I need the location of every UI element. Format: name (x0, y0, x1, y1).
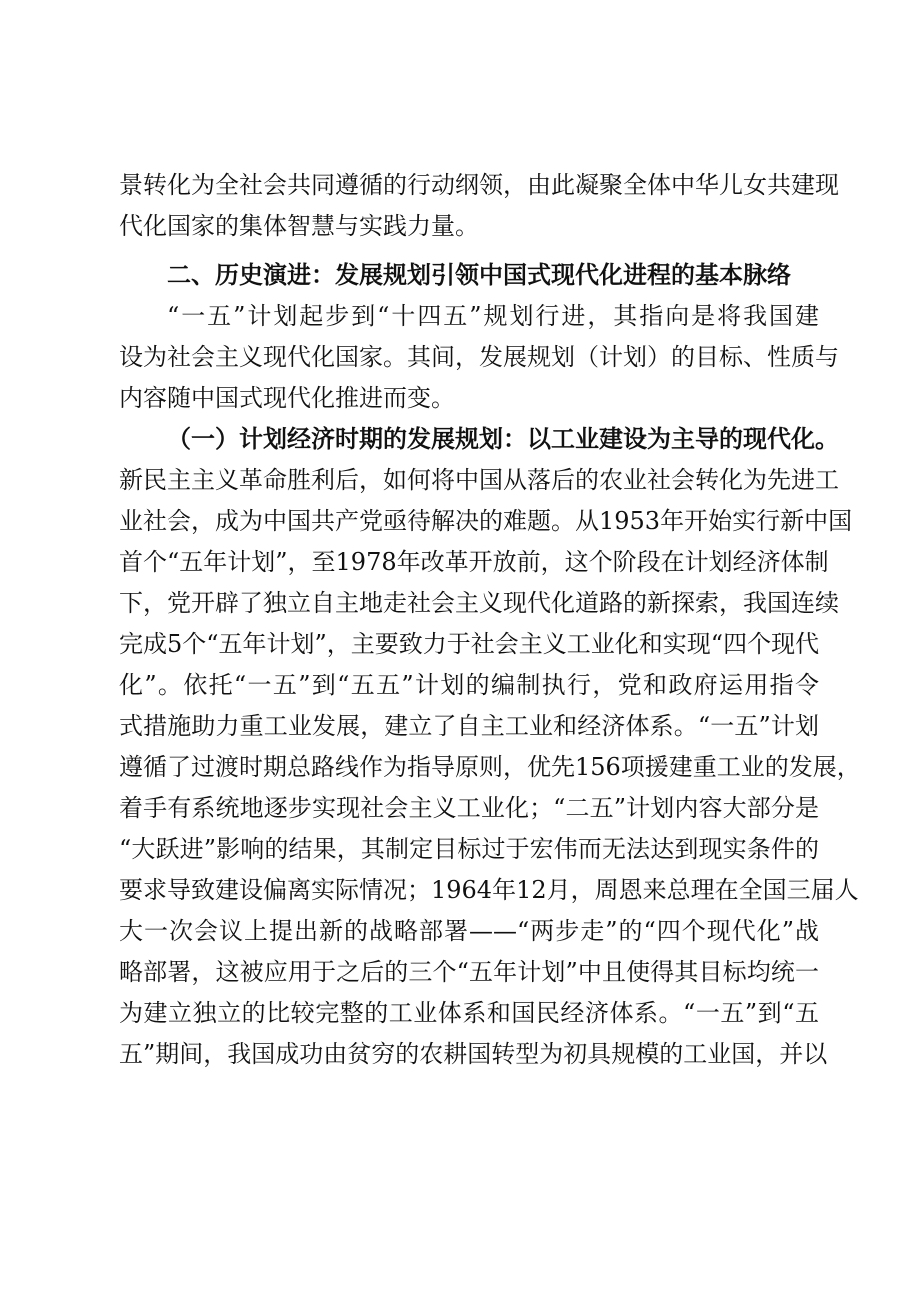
paragraph-line: 式措施助力重工业发展，建立了自主工业和经济体系。“一五”计划 (119, 712, 819, 740)
paragraph-line: 业社会，成为中国共产党亟待解决的难题。从1953年开始实行新中国 (119, 507, 853, 535)
paragraph-line: 景转化为全社会共同遵循的行动纲领，由此凝聚全体中华儿女共建现 (119, 171, 839, 199)
section-heading: 二、历史演进：发展规划引领中国式现代化进程的基本脉络 (167, 261, 791, 289)
paragraph-line: 化”。依托“一五”到“五五”计划的编制执行，党和政府运用指令 (119, 671, 819, 699)
paragraph-line: 大一次会议上提出新的战略部署——“两步走”的“四个现代化”战 (119, 917, 819, 945)
paragraph-line: 要求导致建设偏离实际情况；1964年12月，周恩来总理在全国三届人 (119, 876, 859, 904)
paragraph-line: 代化国家的集体智慧与实践力量。 (119, 212, 479, 240)
subsection-paragraph (119, 419, 861, 1075)
paragraph-line: 内容随中国式现代化推进而变。 (119, 384, 455, 412)
paragraph-line: 设为社会主义现代化国家。其间，发展规划（计划）的目标、性质与 (119, 343, 839, 371)
paragraph-line: “大跃进”影响的结果，其制定目标过于宏伟而无法达到现实条件的 (119, 835, 819, 863)
paragraph-line: 略部署，这被应用于之后的三个“五年计划”中且使得其目标均统一 (119, 958, 819, 986)
paragraph-line: 为建立独立的比较完整的工业体系和国民经济体系。“一五”到“五 (119, 999, 819, 1027)
paragraph-line: 下，党开辟了独立自主地走社会主义现代化道路的新探索，我国连续 (119, 589, 839, 617)
paragraph-line: 完成5个“五年计划”，主要致力于社会主义工业化和实现“四个现代 (119, 630, 820, 658)
paragraph-line: 新民主主义革命胜利后，如何将中国从落后的农业社会转化为先进工 (119, 466, 839, 494)
intro-paragraph (119, 296, 839, 419)
paragraph-line: 五”期间，我国成功由贫穷的农耕国转型为初具规模的工业国，并以 (119, 1040, 828, 1068)
subsection-heading: （一）计划经济时期的发展规划：以工业建设为主导的现代化。 (167, 425, 839, 453)
paragraph-line: 着手有系统地逐步实现社会主义工业化；“二五”计划内容大部分是 (119, 794, 819, 822)
continuation-paragraph (119, 165, 839, 247)
paragraph-line: 首个“五年计划”，至1978年改革开放前，这个阶段在计划经济体制 (119, 548, 829, 576)
paragraph-line: “一五”计划起步到“十四五”规划行进，其指向是将我国建 (167, 302, 819, 330)
paragraph-line: 遵循了过渡时期总路线作为指导原则，优先156项援建重工业的发展， (119, 753, 861, 781)
